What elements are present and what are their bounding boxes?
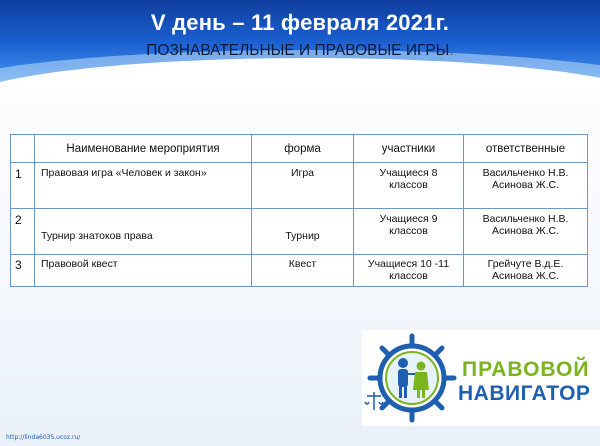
logo-title-line1: ПРАВОВОЙ [462, 358, 590, 381]
ship-wheel-family-icon [362, 330, 462, 426]
participants-line1: Учащиеся 10 -11 [367, 258, 450, 270]
table-row [11, 163, 588, 209]
slide-title: V день – 11 февраля 2021г. [150, 10, 450, 35]
event-participants [354, 209, 464, 255]
row-number: 3 [11, 255, 35, 287]
responsible-line2: Асинова Ж.С. [491, 179, 560, 191]
event-responsible [464, 209, 588, 255]
responsible-line1: Васильченко Н.В. [482, 213, 569, 225]
slide-subtitle-text: ПОЗНАВАТЕЛЬНЫЕ И ПРАВОВЫЕ ИГРЫ [146, 42, 450, 59]
responsible-line2: Асинова Ж.С. [491, 270, 560, 282]
event-form: Квест [252, 255, 354, 287]
responsible-line1: Васильченко Н.В. [482, 167, 569, 179]
column-header-form: форма [252, 135, 354, 163]
row-number: 1 [11, 163, 35, 209]
responsible-line1: Грейчуте В.д.Е. [487, 258, 564, 270]
event-name: Правовой квест [35, 255, 252, 287]
participants-line2: классов [389, 270, 428, 282]
table-row [11, 209, 588, 255]
event-responsible [464, 255, 588, 287]
event-participants [354, 163, 464, 209]
event-form: Турнир [252, 209, 354, 255]
column-header-responsible: ответственные [464, 135, 588, 163]
event-name: Правовая игра «Человек и закон» [35, 163, 252, 209]
subtitle-period: . [449, 42, 454, 59]
table-header-row [11, 135, 588, 163]
participants-line1: Учащиеся 8 [379, 167, 438, 179]
footer-url: http://linda6035.ucoz.ru/ [6, 434, 81, 441]
logo-title-line2: НАВИГАТОР [458, 382, 591, 405]
slide-subtitle [0, 42, 600, 60]
participants-line2: классов [389, 225, 428, 237]
responsible-line2: Асинова Ж.С. [491, 225, 560, 237]
participants-line1: Учащиеся 9 [379, 213, 438, 225]
event-responsible [464, 163, 588, 209]
participants-line2: классов [389, 179, 428, 191]
event-participants [354, 255, 464, 287]
column-header-participants: участники [354, 135, 464, 163]
pravovoy-navigator-logo [362, 330, 600, 426]
table-row [11, 255, 588, 287]
event-name: Турнир знатоков права [35, 209, 252, 255]
column-header-number [11, 135, 35, 163]
events-table [10, 134, 588, 287]
column-header-name: Наименование мероприятия [35, 135, 252, 163]
event-form: Игра [252, 163, 354, 209]
row-number: 2 [11, 209, 35, 255]
